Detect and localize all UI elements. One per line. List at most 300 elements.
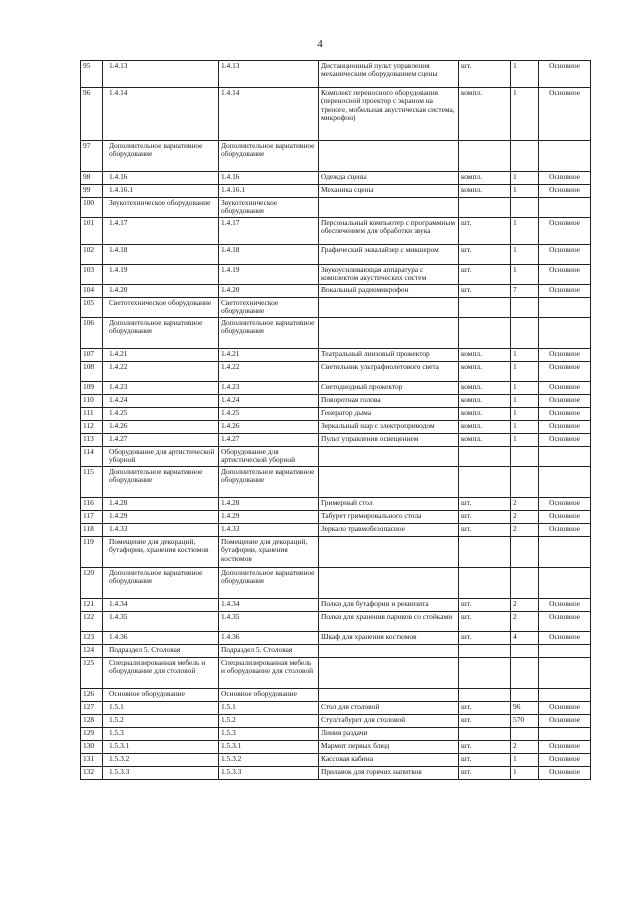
table-row — [81, 511, 591, 524]
item-name-cell: Шкаф для хранения костюмов — [319, 632, 459, 645]
quantity-cell: 1 — [511, 408, 539, 421]
row-number-cell: 103 — [81, 265, 103, 285]
code-cell: 1.5.3.2 — [103, 754, 219, 767]
row-number-cell: 127 — [81, 702, 103, 715]
unit-cell: шт. — [459, 632, 511, 645]
code-cell: 1.4.35 — [103, 612, 219, 632]
subsection-cell: 1.5.3 — [219, 728, 319, 741]
unit-cell — [459, 447, 511, 467]
item-name-cell: Одежда сцены — [319, 172, 459, 185]
code-cell: 1.4.27 — [103, 434, 219, 447]
code-cell: 1.5.3.3 — [103, 767, 219, 780]
table-row — [81, 715, 591, 728]
table-row — [81, 568, 591, 599]
subsection-cell: 1.4.25 — [219, 408, 319, 421]
unit-cell: компл. — [459, 362, 511, 382]
subsection-cell: 1.4.17 — [219, 218, 319, 245]
unit-cell: компл. — [459, 88, 511, 141]
item-name-cell — [319, 568, 459, 599]
table-row — [81, 537, 591, 568]
table-row — [81, 265, 591, 285]
unit-cell — [459, 728, 511, 741]
category-cell: Основное — [539, 245, 591, 265]
item-name-cell: Зеркальный шар с электроприводом — [319, 421, 459, 434]
subsection-cell: Дополнительное вариативное оборудование — [219, 568, 319, 599]
row-number-cell: 117 — [81, 511, 103, 524]
code-cell: Дополнительное вариативное оборудование — [103, 141, 219, 172]
item-name-cell: Поворотная голова — [319, 395, 459, 408]
category-cell: Основное — [539, 218, 591, 245]
category-cell: Основное — [539, 498, 591, 511]
unit-cell: шт. — [459, 612, 511, 632]
unit-cell: компл. — [459, 172, 511, 185]
unit-cell — [459, 568, 511, 599]
table-row — [81, 612, 591, 632]
subsection-cell: 1.4.34 — [219, 599, 319, 612]
category-cell: Основное — [539, 172, 591, 185]
category-cell: Основное — [539, 715, 591, 728]
unit-cell — [459, 318, 511, 349]
category-cell — [539, 141, 591, 172]
unit-cell: шт. — [459, 767, 511, 780]
row-number-cell: 121 — [81, 599, 103, 612]
item-name-cell: Комплект переносного оборудования (переносной проектор с экраном на треноге, мобильная акустическая система, микрофон) — [319, 88, 459, 141]
table-row — [81, 741, 591, 754]
unit-cell: шт. — [459, 218, 511, 245]
item-name-cell: Мармит первых блюд — [319, 741, 459, 754]
row-number-cell: 119 — [81, 537, 103, 568]
quantity-cell: 2 — [511, 741, 539, 754]
code-cell: 1.4.36 — [103, 632, 219, 645]
unit-cell: шт. — [459, 285, 511, 298]
subsection-cell: 1.4.20 — [219, 285, 319, 298]
category-cell — [539, 645, 591, 658]
table-row — [81, 88, 591, 141]
quantity-cell — [511, 141, 539, 172]
category-cell: Основное — [539, 511, 591, 524]
row-number-cell: 120 — [81, 568, 103, 599]
code-cell: 1.4.14 — [103, 88, 219, 141]
subsection-cell: Дополнительное вариативное оборудование — [219, 467, 319, 498]
unit-cell — [459, 658, 511, 689]
table-row — [81, 524, 591, 537]
row-number-cell: 107 — [81, 349, 103, 362]
unit-cell — [459, 645, 511, 658]
quantity-cell: 2 — [511, 511, 539, 524]
row-number-cell: 126 — [81, 689, 103, 702]
table-row — [81, 447, 591, 467]
row-number-cell: 109 — [81, 382, 103, 395]
quantity-cell: 1 — [511, 265, 539, 285]
code-cell: 1.4.19 — [103, 265, 219, 285]
subsection-cell: Дополнительное вариативное оборудование — [219, 141, 319, 172]
category-cell — [539, 728, 591, 741]
table-row — [81, 767, 591, 780]
code-cell: 1.4.34 — [103, 599, 219, 612]
subsection-cell: 1.5.3.1 — [219, 741, 319, 754]
code-cell: 1.5.3.1 — [103, 741, 219, 754]
row-number-cell: 98 — [81, 172, 103, 185]
code-cell: 1.5.3 — [103, 728, 219, 741]
table-row — [81, 61, 591, 88]
unit-cell: шт. — [459, 265, 511, 285]
code-cell: 1.4.16 — [103, 172, 219, 185]
unit-cell: компл. — [459, 185, 511, 198]
row-number-cell: 132 — [81, 767, 103, 780]
table-row — [81, 349, 591, 362]
quantity-cell: 2 — [511, 524, 539, 537]
subsection-cell: 1.4.26 — [219, 421, 319, 434]
item-name-cell: Кассовая кабина — [319, 754, 459, 767]
row-number-cell: 96 — [81, 88, 103, 141]
row-number-cell: 128 — [81, 715, 103, 728]
quantity-cell: 2 — [511, 599, 539, 612]
category-cell: Основное — [539, 88, 591, 141]
row-number-cell: 130 — [81, 741, 103, 754]
item-name-cell: Дистанционный пульт управления механическим оборудованием сцены — [319, 61, 459, 88]
page-number: 4 — [317, 38, 323, 50]
code-cell: 1.4.28 — [103, 498, 219, 511]
quantity-cell: 1 — [511, 421, 539, 434]
unit-cell: компл. — [459, 382, 511, 395]
table-row — [81, 198, 591, 218]
category-cell: Основное — [539, 767, 591, 780]
unit-cell: компл. — [459, 349, 511, 362]
item-name-cell: Вокальный радиомикрофон — [319, 285, 459, 298]
item-name-cell — [319, 198, 459, 218]
subsection-cell: Основное оборудование — [219, 689, 319, 702]
quantity-cell — [511, 689, 539, 702]
quantity-cell — [511, 568, 539, 599]
table-row — [81, 689, 591, 702]
subsection-cell: Специализированная мебель и оборудование для столовой — [219, 658, 319, 689]
code-cell: 1.4.16.1 — [103, 185, 219, 198]
category-cell: Основное — [539, 434, 591, 447]
code-cell: Звукотехническое оборудование — [103, 198, 219, 218]
item-name-cell — [319, 658, 459, 689]
quantity-cell: 96 — [511, 702, 539, 715]
item-name-cell: Генератор дыма — [319, 408, 459, 421]
item-name-cell: Пульт управления освещением — [319, 434, 459, 447]
table-row — [81, 382, 591, 395]
item-name-cell — [319, 318, 459, 349]
quantity-cell: 1 — [511, 172, 539, 185]
code-cell: 1.4.18 — [103, 245, 219, 265]
subsection-cell: Дополнительное вариативное оборудование — [219, 318, 319, 349]
table-row — [81, 218, 591, 245]
quantity-cell: 4 — [511, 632, 539, 645]
quantity-cell: 1 — [511, 218, 539, 245]
category-cell: Основное — [539, 395, 591, 408]
code-cell: Дополнительное вариативное оборудование — [103, 568, 219, 599]
subsection-cell: 1.4.28 — [219, 498, 319, 511]
item-name-cell: Механика сцены — [319, 185, 459, 198]
quantity-cell: 1 — [511, 61, 539, 88]
quantity-cell: 2 — [511, 498, 539, 511]
row-number-cell: 110 — [81, 395, 103, 408]
category-cell: Основное — [539, 382, 591, 395]
table-row — [81, 421, 591, 434]
code-cell: Светотехническое оборудование — [103, 298, 219, 318]
row-number-cell: 116 — [81, 498, 103, 511]
row-number-cell: 106 — [81, 318, 103, 349]
code-cell: 1.4.29 — [103, 511, 219, 524]
unit-cell: шт. — [459, 498, 511, 511]
item-name-cell — [319, 298, 459, 318]
subsection-cell: 1.5.3.2 — [219, 754, 319, 767]
subsection-cell: Оборудование для артистической уборной — [219, 447, 319, 467]
table-row — [81, 172, 591, 185]
code-cell: Основное оборудование — [103, 689, 219, 702]
unit-cell — [459, 689, 511, 702]
row-number-cell: 95 — [81, 61, 103, 88]
subsection-cell: 1.4.18 — [219, 245, 319, 265]
item-name-cell: Прилавок для горячих напитков — [319, 767, 459, 780]
table-row — [81, 245, 591, 265]
row-number-cell: 111 — [81, 408, 103, 421]
row-number-cell: 129 — [81, 728, 103, 741]
subsection-cell: 1.4.35 — [219, 612, 319, 632]
unit-cell: шт. — [459, 245, 511, 265]
table-row — [81, 728, 591, 741]
code-cell: 1.5.2 — [103, 715, 219, 728]
quantity-cell — [511, 645, 539, 658]
unit-cell: шт. — [459, 61, 511, 88]
row-number-cell: 112 — [81, 421, 103, 434]
unit-cell: шт. — [459, 702, 511, 715]
category-cell: Основное — [539, 285, 591, 298]
code-cell: Помещение для декораций, бутафории, хранения костюмов — [103, 537, 219, 568]
category-cell: Основное — [539, 408, 591, 421]
item-name-cell: Звукоусиливающая аппаратура с комплектом акустических систем — [319, 265, 459, 285]
quantity-cell — [511, 298, 539, 318]
row-number-cell: 131 — [81, 754, 103, 767]
row-number-cell: 102 — [81, 245, 103, 265]
code-cell: 1.4.33 — [103, 524, 219, 537]
subsection-cell: 1.4.36 — [219, 632, 319, 645]
item-name-cell: Стол для столовой — [319, 702, 459, 715]
item-name-cell: Стул/табурет для столовой — [319, 715, 459, 728]
row-number-cell: 118 — [81, 524, 103, 537]
quantity-cell: 1 — [511, 434, 539, 447]
code-cell: 1.4.26 — [103, 421, 219, 434]
quantity-cell: 1 — [511, 767, 539, 780]
code-cell: 1.4.25 — [103, 408, 219, 421]
unit-cell — [459, 198, 511, 218]
subsection-cell: 1.5.3.3 — [219, 767, 319, 780]
table-row — [81, 141, 591, 172]
quantity-cell: 1 — [511, 185, 539, 198]
unit-cell: компл. — [459, 421, 511, 434]
row-number-cell: 100 — [81, 198, 103, 218]
row-number-cell: 122 — [81, 612, 103, 632]
item-name-cell — [319, 447, 459, 467]
row-number-cell: 97 — [81, 141, 103, 172]
row-number-cell: 108 — [81, 362, 103, 382]
item-name-cell — [319, 537, 459, 568]
category-cell — [539, 318, 591, 349]
table-row — [81, 408, 591, 421]
subsection-cell: Светотехническое оборудование — [219, 298, 319, 318]
subsection-cell: 1.4.14 — [219, 88, 319, 141]
code-cell: 1.4.23 — [103, 382, 219, 395]
table-body — [81, 61, 591, 780]
unit-cell: шт. — [459, 754, 511, 767]
unit-cell: шт. — [459, 599, 511, 612]
subsection-cell: 1.4.27 — [219, 434, 319, 447]
unit-cell: компл. — [459, 408, 511, 421]
category-cell: Основное — [539, 632, 591, 645]
category-cell: Основное — [539, 702, 591, 715]
code-cell: Оборудование для артистической уборной — [103, 447, 219, 467]
category-cell — [539, 298, 591, 318]
row-number-cell: 104 — [81, 285, 103, 298]
quantity-cell — [511, 728, 539, 741]
unit-cell: компл. — [459, 395, 511, 408]
unit-cell: шт. — [459, 524, 511, 537]
unit-cell — [459, 298, 511, 318]
item-name-cell: Светодиодный прожектор — [319, 382, 459, 395]
table-row — [81, 285, 591, 298]
table-row — [81, 362, 591, 382]
quantity-cell: 1 — [511, 362, 539, 382]
item-name-cell: Полки для хранения париков со стойками — [319, 612, 459, 632]
item-name-cell: Полки для бутафории и реквизита — [319, 599, 459, 612]
quantity-cell — [511, 198, 539, 218]
unit-cell — [459, 141, 511, 172]
unit-cell: шт. — [459, 511, 511, 524]
row-number-cell: 123 — [81, 632, 103, 645]
category-cell: Основное — [539, 599, 591, 612]
subsection-cell: 1.4.22 — [219, 362, 319, 382]
category-cell: Основное — [539, 349, 591, 362]
quantity-cell: 1 — [511, 245, 539, 265]
subsection-cell: 1.4.13 — [219, 61, 319, 88]
table-row — [81, 434, 591, 447]
code-cell: 1.5.1 — [103, 702, 219, 715]
subsection-cell: 1.4.29 — [219, 511, 319, 524]
code-cell: 1.4.22 — [103, 362, 219, 382]
quantity-cell: 2 — [511, 612, 539, 632]
table-row — [81, 298, 591, 318]
item-name-cell — [319, 645, 459, 658]
row-number-cell: 101 — [81, 218, 103, 245]
item-name-cell: Персональный компьютер с программным обеспечением для обработки звука — [319, 218, 459, 245]
code-cell: Дополнительное вариативное оборудование — [103, 318, 219, 349]
unit-cell: шт. — [459, 741, 511, 754]
quantity-cell — [511, 318, 539, 349]
quantity-cell — [511, 658, 539, 689]
table-row — [81, 702, 591, 715]
subsection-cell: Подраздел 5. Столовая — [219, 645, 319, 658]
table-row — [81, 467, 591, 498]
item-name-cell: Зеркало травмобезопасное — [319, 524, 459, 537]
subsection-cell: 1.4.23 — [219, 382, 319, 395]
item-name-cell: Светильник ультрафиолетового света — [319, 362, 459, 382]
item-name-cell — [319, 467, 459, 498]
item-name-cell: Линия раздачи — [319, 728, 459, 741]
category-cell — [539, 467, 591, 498]
subsection-cell: 1.4.19 — [219, 265, 319, 285]
category-cell — [539, 658, 591, 689]
table-row — [81, 395, 591, 408]
subsection-cell: Звукотехническое оборудование — [219, 198, 319, 218]
table-row — [81, 599, 591, 612]
row-number-cell: 124 — [81, 645, 103, 658]
category-cell: Основное — [539, 421, 591, 434]
category-cell: Основное — [539, 741, 591, 754]
category-cell: Основное — [539, 754, 591, 767]
subsection-cell: 1.4.16 — [219, 172, 319, 185]
item-name-cell: Театральный линзовый прожектор — [319, 349, 459, 362]
row-number-cell: 114 — [81, 447, 103, 467]
row-number-cell: 99 — [81, 185, 103, 198]
item-name-cell: Графический эквалайзер с микшером — [319, 245, 459, 265]
quantity-cell: 1 — [511, 754, 539, 767]
category-cell — [539, 568, 591, 599]
category-cell: Основное — [539, 265, 591, 285]
code-cell: Дополнительное вариативное оборудование — [103, 467, 219, 498]
code-cell: 1.4.21 — [103, 349, 219, 362]
subsection-cell: 1.5.1 — [219, 702, 319, 715]
row-number-cell: 115 — [81, 467, 103, 498]
item-name-cell — [319, 689, 459, 702]
table-row — [81, 318, 591, 349]
unit-cell: шт. — [459, 715, 511, 728]
category-cell: Основное — [539, 524, 591, 537]
code-cell: 1.4.20 — [103, 285, 219, 298]
quantity-cell: 1 — [511, 382, 539, 395]
unit-cell — [459, 467, 511, 498]
item-name-cell: Табурет гримировального стола — [319, 511, 459, 524]
table-row — [81, 658, 591, 689]
quantity-cell — [511, 467, 539, 498]
quantity-cell: 1 — [511, 88, 539, 141]
row-number-cell: 105 — [81, 298, 103, 318]
category-cell: Основное — [539, 61, 591, 88]
code-cell: 1.4.13 — [103, 61, 219, 88]
item-name-cell — [319, 141, 459, 172]
quantity-cell: 1 — [511, 395, 539, 408]
subsection-cell: 1.4.33 — [219, 524, 319, 537]
category-cell — [539, 198, 591, 218]
quantity-cell: 570 — [511, 715, 539, 728]
item-name-cell: Гримерный стол — [319, 498, 459, 511]
category-cell — [539, 447, 591, 467]
code-cell: Специализированная мебель и оборудование для столовой — [103, 658, 219, 689]
subsection-cell: 1.4.21 — [219, 349, 319, 362]
category-cell — [539, 689, 591, 702]
table-row — [81, 632, 591, 645]
category-cell: Основное — [539, 612, 591, 632]
code-cell: Подраздел 5. Столовая — [103, 645, 219, 658]
category-cell: Основное — [539, 362, 591, 382]
quantity-cell — [511, 447, 539, 467]
quantity-cell: 7 — [511, 285, 539, 298]
category-cell — [539, 537, 591, 568]
code-cell: 1.4.17 — [103, 218, 219, 245]
unit-cell: компл. — [459, 434, 511, 447]
row-number-cell: 113 — [81, 434, 103, 447]
subsection-cell: 1.4.24 — [219, 395, 319, 408]
subsection-cell: 1.4.16.1 — [219, 185, 319, 198]
table-row — [81, 754, 591, 767]
unit-cell — [459, 537, 511, 568]
subsection-cell: Помещение для декораций, бутафории, хранения костюмов — [219, 537, 319, 568]
subsection-cell: 1.5.2 — [219, 715, 319, 728]
equipment-table — [80, 60, 591, 780]
category-cell: Основное — [539, 185, 591, 198]
